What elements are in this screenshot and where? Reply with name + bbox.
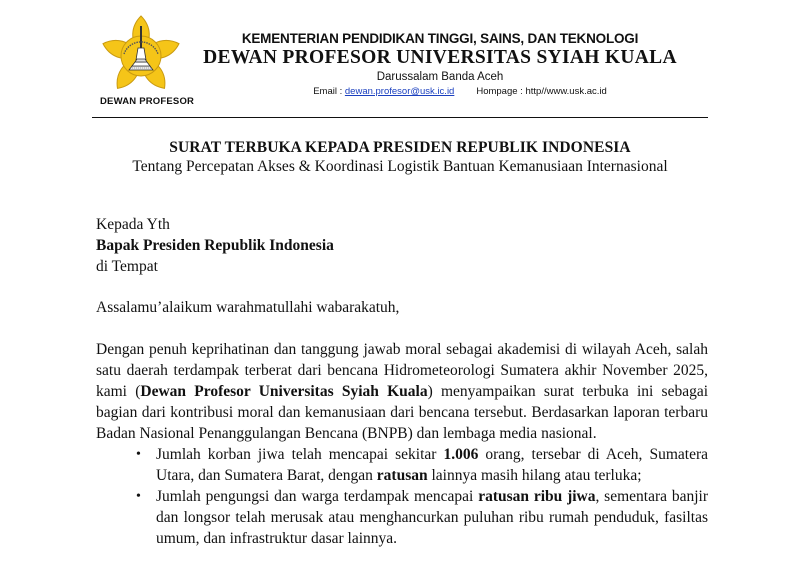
homepage-value: http//www.usk.ac.id [525,86,607,97]
logo-caption: DEWAN PROFESOR [100,96,195,107]
email-label: Email : [313,86,345,97]
addressee-name: Bapak Presiden Republik Indonesia [96,237,334,254]
document-title: SURAT TERBUKA KEPADA PRESIDEN REPUBLIK INDONESIA [169,139,631,156]
contact-line [200,85,680,99]
document-title-block [100,138,700,176]
document-subtitle: Tentang Percepatan Akses & Koordinasi Logistik Bantuan Kemanusiaan Internasional [132,158,668,175]
addressee-salutation: Kepada Yth [96,216,170,233]
email-link[interactable]: dewan.profesor@usk.ic.id [344,86,455,97]
address: Darussalam Banda Aceh [376,71,504,83]
homepage-label: Hompage : [476,86,526,97]
bullet-icon: • [136,446,141,462]
addressee-location: di Tempat [96,258,158,275]
opening-paragraph: Dengan penuh keprihatinan dan tanggung jawab moral sebagai akademisi di wilayah Aceh, salah satu daerah terdampak terberat dari bencana Hidrometeorologi Sumatera akhir November 2025, kami (Dewan Profesor Universitas Syiah Kuala) menyampaikan surat terbuka ini sebagai bagian dari kontribusi moral dan kemanusiaan dari bencana tersebut. Berdasarkan laporan terbaru Badan Nasional Penanggulangan Bencana (BNPB) dan lembaga media nasional. [96,340,709,442]
ministry-name: KEMENTERIAN PENDIDIKAN TINGGI, SAINS, DAN TEKNOLOGI [241,31,639,46]
letterhead-text [200,30,680,99]
letterhead-divider [92,117,708,118]
facts-list [96,444,708,549]
list-item: • Jumlah pengungsi dan warga terdampak mencapai ratusan ribu jiwa, sementara banjir dan longsor telah merusak atau menghancurkan puluhan ribu rumah penduduk, fasiltas umum, dan infrastruktur dasar lainnya. [136,487,708,547]
letterhead [0,0,800,120]
list-item: • Jumlah korban jiwa telah mencapai sekitar 1.006 orang, tersebar di Aceh, Sumatera Utara, dan Sumatera Barat, dengan ratusan lainnya masih hilang atau terluka; [136,445,708,484]
bullet-icon: • [136,488,141,504]
greeting: Assalamu’alaikum warahmatullahi wabarakatuh, [96,299,400,316]
letter-body [96,214,708,549]
council-name: DEWAN PROFESOR UNIVERSITAS SYIAH KUALA [203,47,677,68]
addressee-block [96,214,708,277]
dewan-profesor-logo-icon [98,12,184,94]
